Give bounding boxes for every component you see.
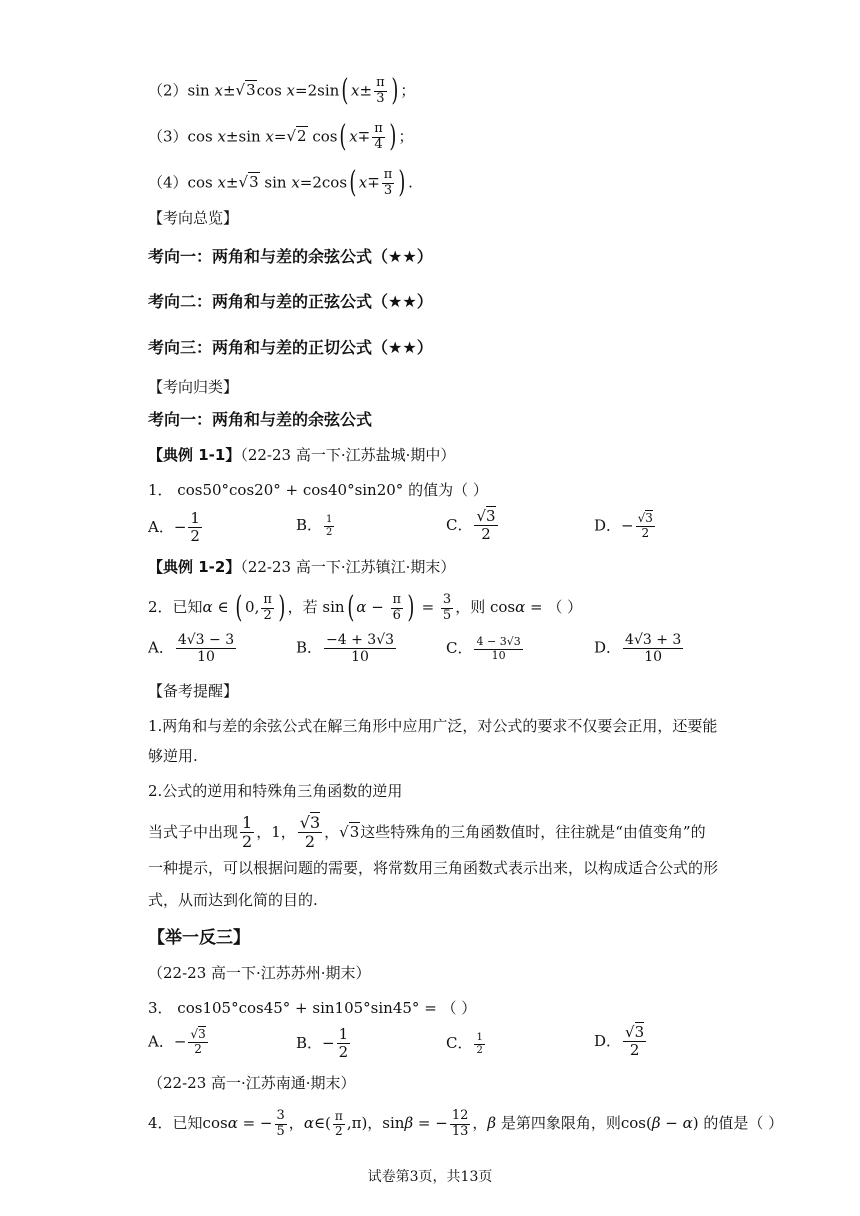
denominator: 10 xyxy=(644,649,663,666)
variable: α xyxy=(515,598,526,616)
sqrt-symbol: √3 xyxy=(235,81,256,100)
numerator: √3 xyxy=(637,511,653,525)
question-text: 0, xyxy=(245,598,260,616)
fraction xyxy=(261,593,274,624)
question-text: 4．已知cos xyxy=(148,1114,228,1132)
option-A xyxy=(148,632,238,665)
denominator: 2 xyxy=(335,1123,343,1138)
question-text: − xyxy=(366,598,389,616)
numerator: π xyxy=(334,1108,343,1123)
fraction xyxy=(324,632,396,665)
formula-text: =2sin xyxy=(295,81,340,100)
left-paren: ( xyxy=(235,590,243,625)
formula-text: ± xyxy=(225,173,239,192)
direction-1-title: 考向一：两角和与差的余弦公式 xyxy=(148,410,373,429)
numerator: √3 xyxy=(476,507,496,525)
option-label: B． xyxy=(296,638,323,657)
sqrt-symbol: √3 xyxy=(339,822,360,841)
denominator: 2 xyxy=(481,525,491,544)
option-label: B． xyxy=(296,1033,323,1052)
example-source: （22-23 高一下·江苏镇江·期末） xyxy=(240,558,456,576)
section-classify: 【考向归类】 xyxy=(148,378,239,396)
right-paren: ) xyxy=(407,590,415,625)
denominator: 10 xyxy=(351,649,369,666)
denominator: 2 xyxy=(194,1041,202,1056)
numerator: 4√3 − 3 xyxy=(177,632,235,648)
option-label: A． xyxy=(148,638,174,657)
fraction xyxy=(441,593,453,624)
section-overview: 【考向总览】 xyxy=(148,209,239,227)
tips-paragraph-1: 1.两角和与差的余弦公式在解三角形中应用广泛，对公式的要求不仅要会正用，还要能够逆用. xyxy=(148,717,718,765)
formula-text: = xyxy=(273,127,287,146)
left-paren: ( xyxy=(341,73,349,109)
formula-text: =2cos xyxy=(299,173,348,192)
variable: β xyxy=(404,1114,414,1132)
fraction xyxy=(298,814,322,852)
right-paren: ) xyxy=(389,119,397,155)
tips-text: ， xyxy=(324,822,340,841)
left-paren: ( xyxy=(349,165,357,201)
fraction xyxy=(374,76,387,107)
option-B xyxy=(296,1026,352,1062)
denominator: 2 xyxy=(629,1041,640,1060)
option-C xyxy=(446,636,525,662)
option-C xyxy=(446,508,500,544)
variable: β xyxy=(487,1114,497,1132)
direction-2: 考向二：两角和与差的正弦公式（★★） xyxy=(148,292,433,311)
tips-paragraph-3 xyxy=(148,814,718,916)
variable: α xyxy=(682,1114,693,1132)
numerator: 1 xyxy=(338,1025,349,1043)
fraction xyxy=(636,512,655,541)
option-label: D． xyxy=(594,516,622,535)
denominator: 3 xyxy=(383,182,393,198)
radicand: 3 xyxy=(349,822,360,841)
numerator: √3 xyxy=(625,1023,645,1041)
right-paren: ) xyxy=(278,590,286,625)
tips-title: 【备考提醒】 xyxy=(148,682,239,700)
right-paren: ) xyxy=(390,73,398,109)
numerator: √3 xyxy=(190,1027,206,1041)
denominator: 13 xyxy=(451,1123,469,1139)
fraction xyxy=(474,636,522,662)
fraction xyxy=(372,122,385,153)
question-text: ，若 sin xyxy=(287,598,345,616)
question-text: = − xyxy=(413,1114,448,1132)
variable: x xyxy=(217,173,226,192)
example-1-2-header xyxy=(148,557,455,577)
example-1-1-header xyxy=(148,445,455,465)
option-label: D． xyxy=(594,1031,622,1050)
example-tag: 【典例 1-2】 xyxy=(148,558,241,576)
formula-number: （2） xyxy=(148,81,188,100)
question-4 xyxy=(148,1106,783,1140)
question-text: = − xyxy=(237,1114,273,1132)
example-source: （22-23 高一下·江苏盐城·期中） xyxy=(240,446,456,464)
option-B xyxy=(296,514,336,538)
option-label: B． xyxy=(296,516,323,534)
option-label: A． xyxy=(148,1032,174,1051)
variable: x xyxy=(217,127,226,146)
question-text: ， xyxy=(472,1114,488,1132)
denominator: 4 xyxy=(374,136,383,152)
formula-number: （3） xyxy=(148,127,188,146)
denominator: 2 xyxy=(338,1043,349,1062)
question-text: ∈( xyxy=(313,1114,331,1132)
tips-text: 当式子中出现 xyxy=(148,822,239,841)
question-4-source: （22-23 高一·江苏南通·期末） xyxy=(148,1074,356,1092)
fraction xyxy=(474,508,497,544)
fraction xyxy=(623,1024,646,1060)
numerator: 3 xyxy=(442,591,452,607)
option-label: C． xyxy=(446,639,473,658)
question-text: = xyxy=(416,598,439,616)
radicand: 3 xyxy=(645,511,653,525)
sqrt-symbol: √3 xyxy=(238,173,259,192)
tips-text: 这些特殊角的三角函数值时，往往就是“由值变角”的一种提示，可以根据问题的需要，将常数用三角函数式表示出来，以构成适合公式的形式，从而达到化简的目的. xyxy=(148,822,719,909)
variable: x xyxy=(358,173,368,192)
denominator: 5 xyxy=(276,1123,285,1139)
tips-text: ，1， xyxy=(256,822,296,841)
formula-4 xyxy=(148,165,413,201)
numerator: π xyxy=(376,75,385,90)
denominator: 6 xyxy=(392,607,401,623)
tips-paragraph-2: 2.公式的逆用和特殊角三角函数的逆用 xyxy=(148,782,403,800)
fraction xyxy=(382,168,395,199)
numerator: 1 xyxy=(326,514,333,525)
option-A xyxy=(148,510,204,546)
option-B xyxy=(296,632,398,665)
formula-text: ± xyxy=(222,81,236,100)
formula-text: cos xyxy=(307,127,338,146)
fraction xyxy=(176,632,236,665)
formula-text: ±sin xyxy=(225,127,266,146)
numerator: 3 xyxy=(276,1107,285,1123)
question-text: ) 的值是（ ） xyxy=(692,1114,784,1132)
denominator: 10 xyxy=(491,648,506,662)
numerator: −4 + 3√3 xyxy=(326,632,395,648)
variable: x xyxy=(291,173,300,192)
denominator: 2 xyxy=(326,526,333,538)
fraction xyxy=(188,510,202,546)
denominator: 5 xyxy=(442,607,452,623)
formula-3 xyxy=(148,119,414,155)
denominator: 2 xyxy=(476,1044,483,1056)
sign: − xyxy=(173,517,187,536)
denominator: 2 xyxy=(304,832,316,852)
option-A xyxy=(148,1028,210,1057)
numerator: 1 xyxy=(242,813,253,832)
variable: x xyxy=(286,81,296,100)
variable: x xyxy=(265,127,274,146)
fraction xyxy=(275,1109,287,1140)
numerator: √3 xyxy=(299,813,321,832)
variable: x xyxy=(214,81,223,100)
fraction xyxy=(333,1110,345,1139)
question-1: 1． cos50°cos20° + cos40°sin20° 的值为（ ） xyxy=(148,481,488,499)
formula-text: sin xyxy=(259,173,292,192)
sign: − xyxy=(621,516,634,535)
fraction xyxy=(623,632,683,665)
example-tag: 【典例 1-1】 xyxy=(148,446,241,464)
formula-text: ± xyxy=(359,81,373,100)
question-text: ∈ xyxy=(212,598,234,616)
radicand: 3 xyxy=(486,507,496,525)
sign: − xyxy=(322,1033,335,1052)
numerator: π xyxy=(263,591,272,607)
denominator: 10 xyxy=(197,649,215,666)
direction-1: 考向一：两角和与差的余弦公式（★★） xyxy=(148,247,433,266)
numerator: 4 − 3√3 xyxy=(476,635,521,648)
question-3: 3． cos105°cos45° + sin105°sin45° = （ ） xyxy=(148,999,477,1017)
formula-text: cos xyxy=(187,127,218,146)
question-text: = （ ） xyxy=(525,598,583,616)
question-text: ， xyxy=(288,1114,304,1132)
fraction xyxy=(391,593,404,624)
fraction xyxy=(474,1032,484,1056)
numerator: 12 xyxy=(451,1107,469,1123)
sqrt-symbol: √2 xyxy=(286,127,307,146)
variable: x xyxy=(349,127,358,146)
numerator: π xyxy=(374,121,383,136)
option-label: C． xyxy=(446,515,473,534)
numerator: π xyxy=(383,167,393,182)
variable: α xyxy=(202,598,213,616)
option-C xyxy=(446,1032,487,1056)
option-label: D． xyxy=(594,638,622,657)
denominator: 2 xyxy=(190,527,200,546)
formula-number: （4） xyxy=(148,173,188,192)
radicand: 3 xyxy=(198,1027,206,1041)
page-footer: 试卷第3页，共13页 xyxy=(367,1169,493,1185)
formula-text: sin xyxy=(187,81,215,100)
practice-title: 【举一反三】 xyxy=(148,928,250,948)
option-D xyxy=(594,632,685,665)
formula-text: ∓ xyxy=(357,127,371,146)
radicand: 2 xyxy=(297,127,307,146)
question-text: − xyxy=(660,1114,683,1132)
formula-text: ； xyxy=(398,127,414,146)
radicand: 3 xyxy=(249,173,259,192)
option-label: A． xyxy=(148,517,174,536)
left-paren: ( xyxy=(346,590,354,625)
fraction xyxy=(324,514,334,538)
question-text: 2．已知 xyxy=(148,598,203,616)
denominator: 3 xyxy=(376,90,385,106)
question-text: ,π)，sin xyxy=(346,1114,405,1132)
variable: β xyxy=(651,1114,661,1132)
option-D xyxy=(594,512,657,541)
numerator: 4√3 + 3 xyxy=(625,632,682,648)
denominator: 2 xyxy=(641,525,650,540)
variable: α xyxy=(303,1114,314,1132)
direction-3: 考向三：两角和与差的正切公式（★★） xyxy=(148,338,433,357)
question-2 xyxy=(148,590,582,624)
right-paren: ) xyxy=(398,165,406,201)
formula-text: . xyxy=(408,173,413,192)
option-D xyxy=(594,1024,648,1060)
question-3-source: （22-23 高一下·江苏苏州·期末） xyxy=(148,964,371,982)
denominator: 2 xyxy=(242,832,253,852)
fraction xyxy=(240,814,254,852)
fraction xyxy=(337,1026,351,1062)
numerator: 1 xyxy=(476,1032,483,1043)
variable: x xyxy=(351,81,360,100)
formula-text: ∓ xyxy=(367,173,380,192)
formula-2 xyxy=(148,73,416,109)
numerator: 1 xyxy=(190,509,200,527)
fraction xyxy=(450,1109,471,1140)
radicand: 3 xyxy=(246,81,256,100)
radicand: 3 xyxy=(309,813,321,832)
variable: α xyxy=(356,598,367,616)
formula-text: cos xyxy=(256,81,287,100)
question-text: ，则 cos xyxy=(455,598,516,616)
sign: − xyxy=(173,1032,187,1051)
variable: α xyxy=(227,1114,238,1132)
radicand: 3 xyxy=(634,1023,645,1041)
numerator: π xyxy=(392,591,402,607)
question-text: 是第四象限角，则cos( xyxy=(496,1114,652,1132)
denominator: 2 xyxy=(263,607,272,623)
fraction xyxy=(188,1028,207,1057)
formula-text: ； xyxy=(400,81,416,100)
option-label: C． xyxy=(446,1034,473,1052)
left-paren: ( xyxy=(339,119,347,155)
formula-text: cos xyxy=(187,173,218,192)
